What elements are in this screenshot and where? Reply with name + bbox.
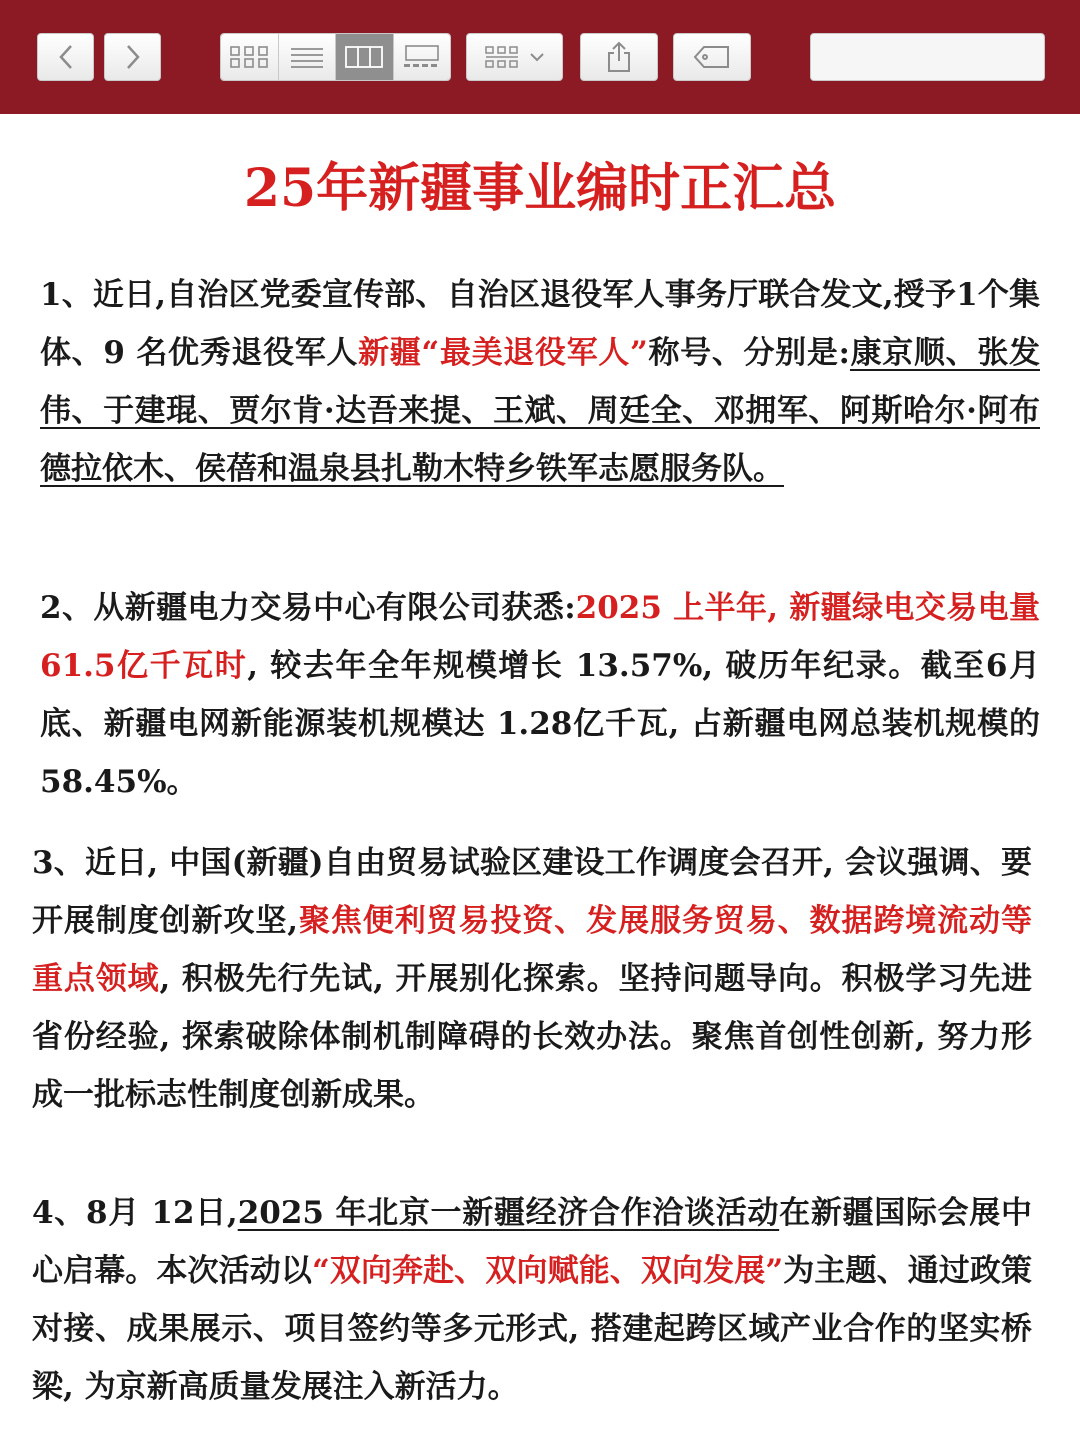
gallery-view-button[interactable]: [394, 34, 451, 80]
share-button[interactable]: [580, 33, 658, 81]
document-title: 25年新疆事业编时正汇总: [243, 158, 837, 219]
back-button[interactable]: [37, 33, 94, 81]
grid-view-button[interactable]: [221, 34, 279, 80]
grid-view-icon: [229, 45, 269, 69]
list-view-button[interactable]: [279, 34, 337, 80]
event-theme: “双向奔赴、双向赋能、双向发展”: [311, 1253, 784, 1289]
column-view-icon: [344, 45, 384, 69]
list-view-icon: [289, 45, 325, 69]
gallery-view-icon: [402, 44, 442, 70]
tag-icon: [692, 44, 732, 70]
news-item-1-text: 称号、分别是:: [647, 335, 850, 371]
news-item-3-text: 3、近日, 中国(新疆)自由贸易试验区建设工作调度会召开, 会议强调、要开展制度创新攻坚,: [32, 845, 1032, 939]
awardee-list: 康京顺、张发伟、于建琨、贾尔肯·达吾来提、王斌、周廷全、邓拥军、阿斯哈尔·阿布德拉依木、侯蓓和温泉县扎勒木特乡铁军志愿服务队。: [40, 335, 1040, 487]
share-icon: [605, 41, 633, 73]
news-item-2: [40, 579, 1040, 811]
news-item-3: [32, 834, 1032, 1124]
news-item-4-text: 在新疆国际会展中心启幕。本次活动以: [32, 1195, 1032, 1289]
search-field[interactable]: [810, 33, 1045, 81]
news-item-1-text: 1、近日,自治区党委宣传部、自治区退役军人事务厅联合发文,授予1个集体、9 名优秀退役军人: [40, 277, 1040, 371]
search-input[interactable]: [831, 36, 1060, 78]
chevron-left-icon: [56, 43, 76, 71]
chevron-right-icon: [123, 43, 143, 71]
chevron-down-icon: [528, 50, 546, 64]
news-item-2-text: , 较去年全年规模增长 13.57%, 破历年纪录。截至6月底、新疆电网新能源装机规模达 1.28亿千瓦, 占新疆电网总装机规模的 58.45%。: [40, 648, 1040, 800]
forward-button[interactable]: [104, 33, 161, 81]
toolbar: [0, 0, 1080, 114]
tag-button[interactable]: [673, 33, 751, 81]
key-areas-highlight: 聚焦便利贸易投资、发展服务贸易、数据跨境流动等重点领域: [32, 903, 1033, 997]
honor-title: 新疆“最美退役军人”: [358, 335, 648, 371]
group-by-icon: [484, 45, 520, 69]
news-item-4-text: 为主题、通过政策对接、成果展示、项目签约等多元形式, 搭建起跨区域产业合作的坚实桥梁, 为京新高质量发展注入新活力。: [32, 1253, 1033, 1405]
green-power-highlight: 2025 上半年, 新疆绿电交易电量 61.5亿千瓦时: [40, 590, 1040, 684]
column-view-button[interactable]: [336, 34, 394, 80]
event-name: 2025 年北京一新疆经济合作洽谈活动: [237, 1195, 780, 1231]
news-item-1: [40, 266, 1040, 498]
group-by-button[interactable]: [466, 33, 563, 81]
news-item-4-text: 4、8月 12日,: [32, 1195, 238, 1231]
news-item-4: [32, 1184, 1032, 1416]
view-mode-group: [220, 33, 451, 81]
news-item-2-text: 2、从新疆电力交易中心有限公司获悉:: [40, 590, 576, 626]
news-item-3-text: , 积极先行先试, 开展别化探索。坚持问题导向。积极学习先进省份经验, 探索破除体制机制障碍的长效办法。聚焦首创性创新, 努力形成一批标志性制度创新成果。: [32, 961, 1033, 1113]
